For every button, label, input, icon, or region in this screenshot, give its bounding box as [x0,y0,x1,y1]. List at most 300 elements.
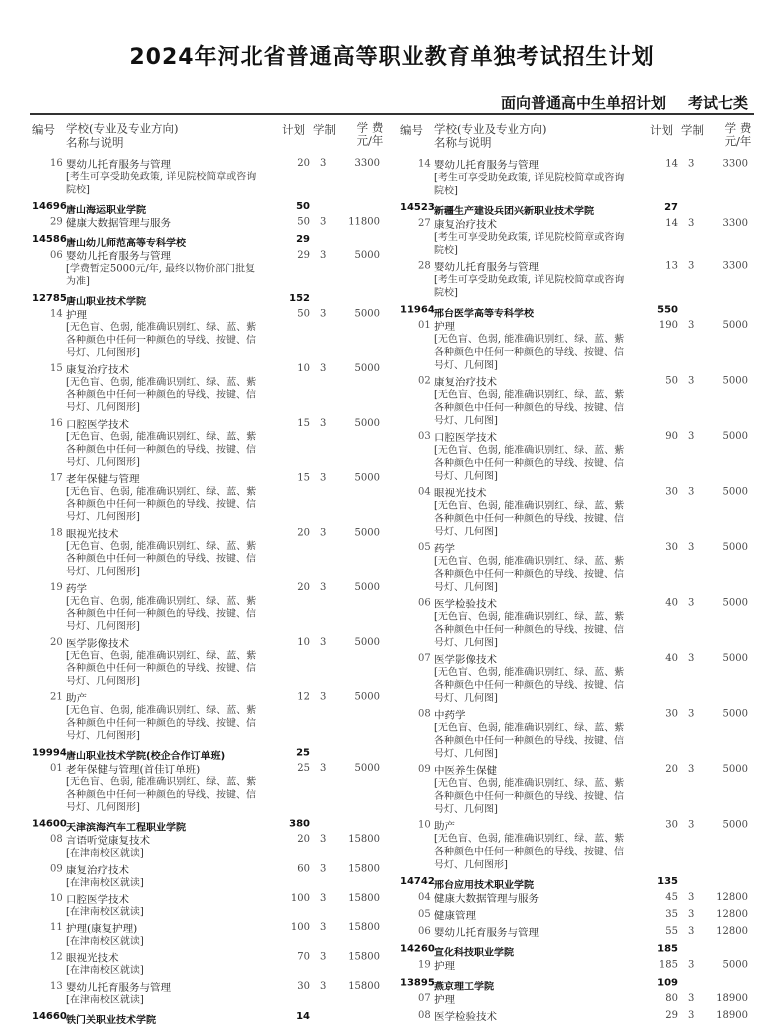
major-row [30,308,388,363]
major-fee: 3300 [722,260,748,272]
major-fee: 5000 [354,472,380,484]
note-line: 各种颜色中任何一种颜色的导线、按键、信 [434,791,624,802]
note-line: 各种颜色中任何一种颜色的导线、按键、信 [66,608,256,620]
school-row [30,745,388,762]
note-line: 号灯、几何图] [434,692,498,704]
major-duration: 3 [688,320,695,332]
major-row [30,921,388,950]
school-plan: 380 [289,818,310,830]
major-plan: 14 [665,218,678,230]
major-name: 康复治疗技术 [66,364,129,377]
major-name: 护理 [434,994,455,1007]
note-line: 号灯、几何图] [434,526,498,538]
school-code: 12785 [32,292,67,304]
major-duration: 3 [320,863,327,875]
major-plan: 185 [658,959,678,971]
note-line: [无色盲、色弱, 能准确识别红、绿、蓝、紫 [434,389,625,401]
note-line: 为准] [66,276,90,288]
major-duration: 3 [688,892,695,904]
major-fee: 15800 [348,863,380,875]
note-line: 各种颜色中任何一种颜色的导线、按键、信 [434,458,624,469]
major-code: 19 [418,959,431,971]
major-duration: 3 [688,819,695,831]
school-name: 天津滨海汽车工程职业学院 [66,822,186,834]
major-code: 20 [50,636,63,648]
major-name: 助产 [66,692,87,705]
major-line [30,362,388,376]
header-fee: 学 费 元/年 [724,120,752,148]
major-line [398,430,756,444]
school-plan: 135 [657,876,678,888]
school-name: 唐山幼儿师范高等专科学校 [66,238,186,249]
school-plan: 14 [296,1011,310,1023]
major-duration: 3 [320,893,327,904]
major-duration: 3 [688,1010,695,1022]
school-name: 唐山海运职业学院 [66,204,146,216]
major-line [30,863,388,877]
header-no: 编号 [32,122,55,137]
major-plan: 15 [297,472,310,484]
note-line: 号灯、几何图形] [66,457,140,468]
major-name: 医学影像技术 [434,654,497,667]
major-code: 07 [418,653,431,665]
major-code: 05 [418,909,431,920]
major-duration: 3 [320,834,327,846]
major-code: 01 [50,763,63,774]
header-duration: 学制 [681,122,704,137]
note-line: 号灯、几何图形] [66,802,140,813]
note-line: 院校] [434,244,458,256]
major-code: 28 [418,260,431,272]
school-plan: 29 [296,234,310,246]
page-subtitle [479,92,748,113]
major-fee: 15800 [348,834,380,846]
school-name: 邢台医学高等专科学校 [434,308,534,320]
major-note [66,876,274,889]
note-line: 号灯、几何图形] [66,402,140,414]
note-line: [无色盲、色弱, 能准确识别红、绿、蓝、紫 [66,486,257,498]
column-header [398,118,756,158]
major-name: 中药学 [434,709,466,722]
school-row [30,291,388,308]
major-plan: 50 [297,308,310,320]
note-line: 各种颜色中任何一种颜色的导线、按键、信 [66,663,256,675]
major-duration: 3 [320,363,327,375]
major-note [66,847,274,860]
major-name: 眼视光技术 [66,528,119,541]
major-note [434,274,642,300]
major-note [66,906,274,919]
school-plan: 27 [664,202,678,214]
left-column [30,118,388,1026]
major-line [30,581,388,595]
major-code: 16 [50,418,63,429]
major-note [434,172,642,198]
major-fee: 12800 [716,892,748,904]
major-line [30,636,388,650]
major-line [30,417,388,431]
major-duration: 3 [688,959,695,971]
major-code: 14 [50,308,63,320]
note-line: 号灯、几何图] [434,415,498,427]
major-fee: 5000 [722,819,748,831]
major-note [434,444,642,483]
major-name: 药学 [66,583,87,595]
note-line: [无色盲、色弱, 能准确识别红、绿、蓝、紫 [434,334,625,345]
major-code: 15 [50,363,63,375]
major-fee: 15800 [348,981,380,992]
major-row [398,819,756,875]
major-fee: 5000 [722,486,748,498]
major-row [30,417,388,472]
major-name: 医学影像技术 [66,637,129,650]
school-code: 14696 [32,201,67,212]
note-line: 号灯、几何图] [434,470,498,482]
note-line: 院校] [66,184,90,196]
major-plan: 20 [297,158,310,169]
major-name: 中医养生保健 [434,765,497,778]
major-code: 04 [418,892,431,904]
note-line: 各种颜色中任何一种颜色的导线、按键、信 [66,389,256,401]
major-duration: 3 [320,763,327,774]
major-line [30,527,388,541]
major-row [398,891,756,908]
major-name: 康复治疗技术 [66,864,129,877]
major-code: 09 [50,863,63,875]
major-row [30,636,388,691]
note-line: [在津南校区就读] [66,965,144,977]
major-duration: 3 [320,951,327,963]
major-row [30,249,388,291]
major-note [66,321,274,359]
school-row [398,975,756,992]
school-plan: 109 [657,977,678,989]
major-plan: 30 [665,542,678,554]
major-row [30,216,388,233]
major-code: 27 [418,218,431,230]
school-row [30,232,388,249]
major-duration: 3 [688,260,695,272]
major-row [30,581,388,636]
major-line [398,541,756,555]
major-fee: 5000 [722,959,748,971]
note-line: [考生可享受助免政策, 详见院校简章或咨询 [66,171,257,183]
note-line: 各种颜色中任何一种颜色的导线、按键、信 [66,334,256,346]
major-line [30,892,388,906]
major-fee: 5000 [722,542,748,554]
major-duration: 3 [320,691,327,703]
major-row [30,472,388,527]
major-row [30,362,388,417]
note-line: 号灯、几何图形] [66,730,140,742]
major-plan: 60 [297,863,310,875]
note-line: [考生可享受助免政策, 详见院校简章或咨询 [434,231,625,243]
major-name: 康复治疗技术 [434,219,497,232]
note-line: 号灯、几何图] [434,748,498,760]
major-plan: 30 [665,486,678,498]
major-row [398,597,756,653]
school-row [30,1009,388,1026]
major-row [30,762,388,817]
major-line [398,925,756,939]
major-row [398,541,756,597]
major-fee: 5000 [354,691,380,703]
major-fee: 5000 [354,249,380,261]
note-line: 各种颜色中任何一种颜色的导线、按键、信 [66,499,256,510]
major-code: 10 [50,893,63,904]
major-name: 老年保健与管理 [66,473,140,486]
school-code: 14586 [32,234,67,246]
note-line: 各种颜色中任何一种颜色的导线、按键、信 [66,553,256,565]
major-plan: 100 [290,893,310,904]
major-row [30,980,388,1009]
major-note [434,500,642,539]
major-fee: 3300 [722,218,748,230]
note-line: [无色盲、色弱, 能准确识别红、绿、蓝、紫 [66,705,257,717]
major-note [66,776,274,814]
major-code: 18 [50,527,63,539]
note-line: [无色盲、色弱, 能准确识别红、绿、蓝、紫 [66,431,257,443]
school-row [398,302,756,319]
major-line [398,1009,756,1023]
major-plan: 30 [297,981,310,992]
major-note [66,431,274,469]
major-fee: 5000 [354,418,380,429]
note-line: 号灯、几何图形] [66,347,140,359]
major-duration: 3 [320,981,327,992]
major-plan: 20 [665,764,678,776]
major-duration: 3 [688,158,695,170]
note-line: 各种颜色中任何一种颜色的导线、按键、信 [434,569,624,580]
major-line [30,308,388,322]
school-plan: 550 [657,304,678,316]
major-plan: 100 [290,922,310,934]
note-line: 号灯、几何图] [434,581,498,593]
major-plan: 55 [665,925,678,937]
major-fee: 5000 [354,636,380,648]
major-fee: 5000 [722,764,748,776]
note-line: [无色盲、色弱, 能准确识别红、绿、蓝、紫 [434,611,625,623]
major-note [66,595,274,633]
school-code: 14742 [400,876,435,888]
major-row [398,925,756,942]
note-line: [无色盲、色弱, 能准确识别红、绿、蓝、紫 [66,322,257,334]
major-duration: 3 [320,636,327,648]
major-row [30,863,388,892]
school-plan: 185 [657,943,678,955]
major-note [66,704,274,742]
major-duration: 3 [320,216,327,228]
major-note [434,555,642,594]
major-plan: 10 [297,636,310,648]
note-line: [无色盲、色弱, 能准确识别红、绿、蓝、紫 [66,377,257,388]
school-code: 11964 [400,304,435,316]
major-note [66,376,274,414]
major-fee: 3300 [722,158,748,170]
major-plan: 12 [297,691,310,703]
note-line: [无色盲、色弱, 能准确识别红、绿、蓝、紫 [434,556,625,568]
major-line [398,763,756,777]
major-row [398,708,756,764]
school-name: 唐山职业技术学院(校企合作订单班) [66,751,226,763]
major-row [30,691,388,746]
note-line: 各种颜色中任何一种颜色的导线、按键、信 [434,846,624,858]
major-code: 14 [418,158,431,170]
major-row [398,959,756,976]
major-duration: 3 [688,597,695,609]
note-line: 各种颜色中任何一种颜色的导线、按键、信 [434,346,624,358]
major-fee: 18900 [716,993,748,1005]
note-line: 号灯、几何图] [434,637,498,649]
school-code: 19994 [32,747,67,759]
school-code: 14660 [32,1011,67,1023]
major-note [434,833,642,872]
column-header [30,118,388,157]
major-plan: 40 [665,597,678,609]
major-duration: 3 [688,925,695,937]
major-fee: 15800 [348,951,380,963]
major-plan: 90 [665,431,678,443]
major-name: 眼视光技术 [434,487,487,500]
header-school: 学校(专业及专业方向) 名称与说明 [66,121,179,150]
major-plan: 20 [297,527,310,539]
major-row [398,217,756,260]
major-line [398,652,756,666]
school-plan: 152 [289,292,310,304]
major-line [398,959,756,973]
note-line: 各种颜色中任何一种颜色的导线、按键、信 [434,680,624,691]
major-line [398,708,756,722]
major-row [398,158,756,201]
note-line: 院校] [434,185,458,197]
major-duration: 3 [688,653,695,665]
major-fee: 5000 [354,527,380,539]
school-row [30,199,388,216]
major-plan: 70 [297,951,310,963]
school-plan: 25 [296,747,310,759]
major-plan: 45 [665,892,678,904]
major-name: 医学检验技术 [434,1011,497,1024]
major-duration: 3 [688,542,695,554]
major-name: 护理 [434,321,455,334]
major-note [66,935,274,948]
major-note [66,650,274,688]
major-line [398,992,756,1006]
major-line [398,819,756,833]
major-duration: 3 [320,922,327,934]
major-note [66,171,274,196]
major-name: 口腔医学技术 [434,432,497,445]
major-plan: 29 [297,249,310,261]
major-fee: 15800 [348,922,380,934]
major-line [30,951,388,965]
major-row [398,908,756,925]
school-row [398,942,756,959]
major-duration: 3 [688,486,695,498]
exam-category: 考试七类 [687,94,748,112]
major-line [398,158,756,172]
note-line: 各种颜色中任何一种颜色的导线、按键、信 [434,624,624,636]
major-name: 医学检验技术 [434,598,497,611]
header-school: 学校(专业及专业方向) 名称与说明 [434,121,547,150]
major-code: 04 [418,486,431,498]
major-name: 康复治疗技术 [434,376,497,389]
school-name: 宣化科技职业学院 [434,947,514,959]
major-line [398,217,756,231]
major-line [398,908,756,922]
major-line [30,216,388,230]
major-note [434,389,642,428]
major-plan: 20 [297,834,310,846]
major-name: 老年保健与管理(首佳订单班) [66,764,201,776]
major-line [30,157,388,171]
note-line: 各种颜色中任何一种颜色的导线、按键、信 [434,513,624,525]
major-duration: 3 [688,218,695,230]
major-line [30,691,388,705]
major-row [398,763,756,819]
major-code: 21 [50,691,63,703]
school-row [398,874,756,891]
note-line: [学费暂定5000元/年, 最终以物价部门批复 [66,263,256,275]
header-plan: 计划 [282,122,305,137]
major-row [30,892,388,921]
major-line [398,319,756,333]
major-plan: 10 [297,363,310,375]
major-row [30,951,388,980]
major-line [398,597,756,611]
major-name: 助产 [434,820,455,833]
major-fee: 5000 [722,653,748,665]
major-name: 婴幼儿托育服务与管理 [66,982,171,994]
note-line: [在津南校区就读] [66,877,144,889]
major-code: 06 [50,249,63,261]
major-name: 护理 [66,309,87,322]
major-code: 09 [418,764,431,776]
major-code: 16 [50,158,63,169]
major-line [398,375,756,389]
major-row [398,992,756,1009]
major-code: 05 [418,542,431,554]
school-name: 铁门关职业技术学院 [66,1015,156,1026]
major-fee: 15800 [348,893,380,904]
note-line: 号灯、几何图形] [66,676,140,687]
major-duration: 3 [688,764,695,776]
note-line: 号灯、几何图形] [66,511,140,523]
major-plan: 50 [665,375,678,387]
major-code: 11 [50,922,63,934]
major-duration: 3 [320,308,327,320]
major-name: 言语听觉康复技术 [66,835,150,848]
major-row [398,430,756,486]
note-line: [在津南校区就读] [66,848,144,859]
school-code: 13895 [400,977,435,989]
major-duration: 3 [688,909,695,920]
major-line [398,486,756,500]
note-line: 各种颜色中任何一种颜色的导线、按键、信 [66,789,256,801]
major-plan: 35 [665,909,678,920]
note-line: [无色盲、色弱, 能准确识别红、绿、蓝、紫 [434,667,625,679]
major-duration: 3 [320,418,327,429]
page-title: 2024年河北省普通高等职业教育单独考试招生计划 [129,45,655,70]
major-note [434,231,642,257]
major-line [30,980,388,994]
header-rule [30,113,754,115]
major-name: 眼视光技术 [66,952,119,965]
major-row [398,375,756,431]
major-line [30,762,388,776]
school-row [398,200,756,217]
major-plan: 15 [297,418,310,429]
